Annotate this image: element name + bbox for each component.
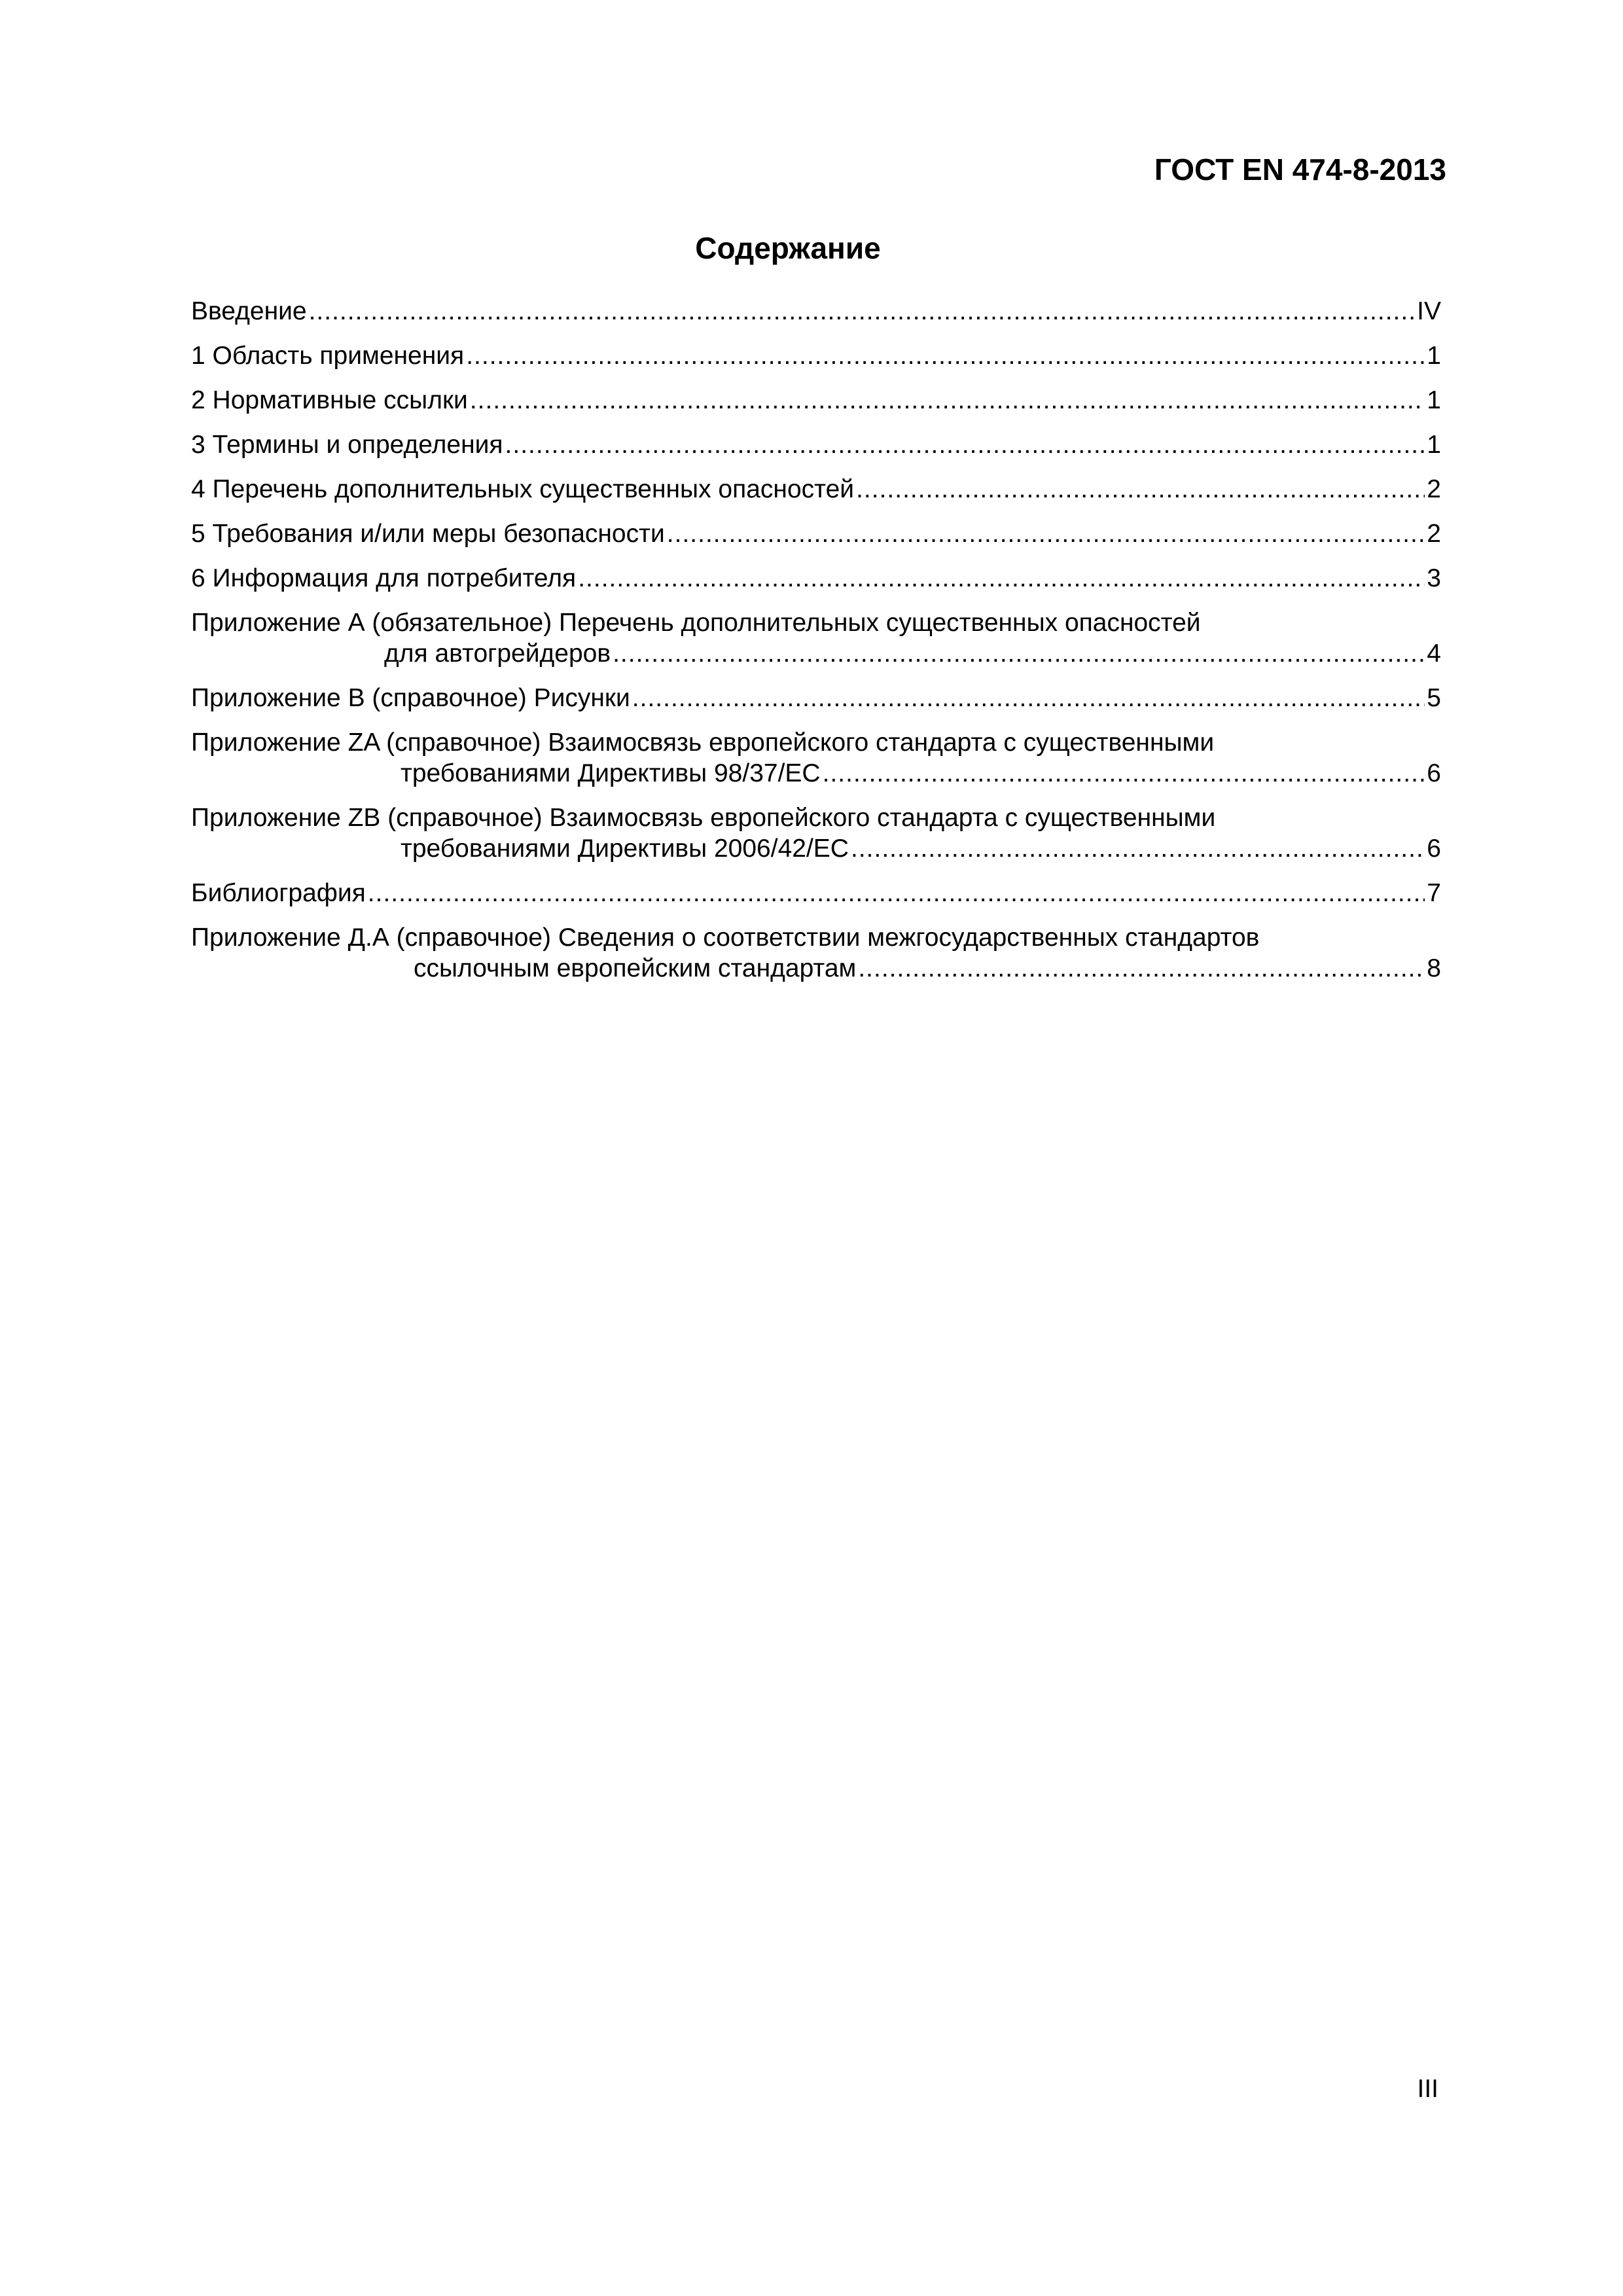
toc-entry-bibliography [191,878,1441,908]
dot-leader [667,518,1425,549]
toc-entry-label: требованиями Директивы 98/37/ЕС [401,759,821,787]
dot-leader [505,429,1425,460]
toc-line [191,340,1441,371]
dot-leader [632,683,1425,713]
toc-line [191,878,1441,908]
toc-entry-page: 3 [1427,564,1441,592]
toc-entry-label: для автогрейдеров [384,639,611,668]
toc-line [191,833,1441,864]
dot-leader [856,474,1425,505]
toc-entry-heading: Приложение ZA (справочное) Взаимосвязь европейского стандарта с существенными [191,728,1215,757]
toc-entry-annex-za [191,727,1441,789]
toc-entry-page: 8 [1427,954,1441,982]
toc-entry-heading: Приложение А (обязательное) Перечень дополнительных существенных опасностей [191,609,1201,637]
toc-entry-page: 1 [1427,431,1441,459]
toc-entry-section-2 [191,385,1441,416]
dot-leader [470,385,1425,416]
toc-entry-page: 2 [1427,520,1441,548]
toc-entry-label: Введение [191,297,307,325]
toc-entry-page: IV [1417,297,1441,325]
toc-entry-label: Библиография [191,879,366,907]
toc-line [191,953,1441,984]
dot-leader [368,878,1425,908]
toc-line [191,385,1441,416]
toc-list [191,296,1441,997]
toc-entry-annex-zb [191,802,1441,864]
toc-entry-label: требованиями Директивы 2006/42/ЕС [401,834,849,863]
toc-entry-label: Приложение В (справочное) Рисунки [191,684,630,712]
toc-entry-page: 7 [1427,879,1441,907]
toc-entry-annex-da [191,922,1441,984]
toc-line [191,429,1441,460]
dot-leader [823,758,1425,789]
toc-entry-annex-b [191,683,1441,713]
toc-entry-section-3 [191,429,1441,460]
toc-entry-label: ссылочным европейским стандартам [414,954,857,982]
toc-entry-label: 4 Перечень дополнительных существенных опасностей [191,475,855,503]
toc-line [191,296,1441,327]
toc-entry-page: 1 [1427,342,1441,370]
toc-line [191,563,1441,594]
document-code: ГОСТ EN 474-8-2013 [1154,152,1446,187]
toc-line [191,758,1441,789]
toc-line [191,518,1441,549]
toc-entry-label: 6 Информация для потребителя [191,564,577,592]
toc-entry-label: 2 Нормативные ссылки [191,386,468,414]
dot-leader [578,563,1425,594]
toc-line [191,683,1441,713]
toc-entry-page: 6 [1427,759,1441,787]
toc-entry-section-1 [191,340,1441,371]
dot-leader [858,953,1425,984]
toc-entry-heading: Приложение ZB (справочное) Взаимосвязь европейского стандарта с существенными [191,804,1216,832]
toc-title: Содержание [695,231,881,265]
toc-entry-page: 1 [1427,386,1441,414]
toc-entry-page: 6 [1427,834,1441,863]
toc-entry-section-6 [191,563,1441,594]
toc-entry-annex-a [191,607,1441,669]
toc-entry-page: 4 [1427,639,1441,668]
toc-line [191,638,1441,669]
toc-entry-label: 3 Термины и определения [191,431,503,459]
toc-entry-label: 1 Область применения [191,342,465,370]
toc-entry-section-4 [191,474,1441,505]
page-number: III [1417,2075,1438,2103]
dot-leader [309,296,1416,327]
toc-entry-label: 5 Требования и/или меры безопасности [191,520,665,548]
dot-leader [466,340,1425,371]
dot-leader [613,638,1425,669]
toc-entry-heading: Приложение Д.А (справочное) Сведения о соответствии межгосударственных стандартов [191,924,1260,952]
toc-entry-introduction [191,296,1441,327]
toc-entry-page: 2 [1427,475,1441,503]
toc-entry-page: 5 [1427,684,1441,712]
dot-leader [851,833,1425,864]
toc-line [191,474,1441,505]
toc-entry-section-5 [191,518,1441,549]
